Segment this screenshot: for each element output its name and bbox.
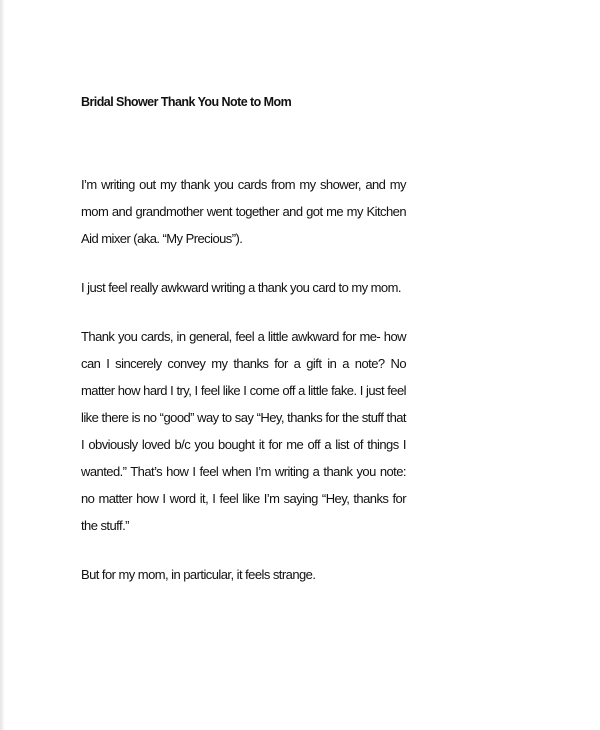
paragraph-3: Thank you cards, in general, feel a little awkward for me- how can I sincerely convey my thanks for a gift in a note? No matter how hard I try, I feel like I come off a little fake. I just feel like there is no “good” way to say “Hey, thanks for the stuff that I obviously loved b/c you bought it for me off a list of things I wanted.” That’s how I feel when I’m writing a thank you note: no matter how I word it, I feel like I’m saying “Hey, thanks for the stuff.” [81, 329, 406, 533]
document-body [81, 93, 406, 610]
page-edge-shadow [0, 0, 5, 730]
paragraph-4: But for my mom, in particular, it feels strange. [81, 567, 316, 582]
document-title: Bridal Shower Thank You Note to Mom [81, 95, 292, 109]
paragraph-1: I’m writing out my thank you cards from my shower, and my mom and grandmother went together and got me my Kitchen Aid mixer (aka. “My Precious”). [81, 177, 406, 246]
paragraph-2: I just feel really awkward writing a thank you card to my mom. [81, 280, 401, 295]
